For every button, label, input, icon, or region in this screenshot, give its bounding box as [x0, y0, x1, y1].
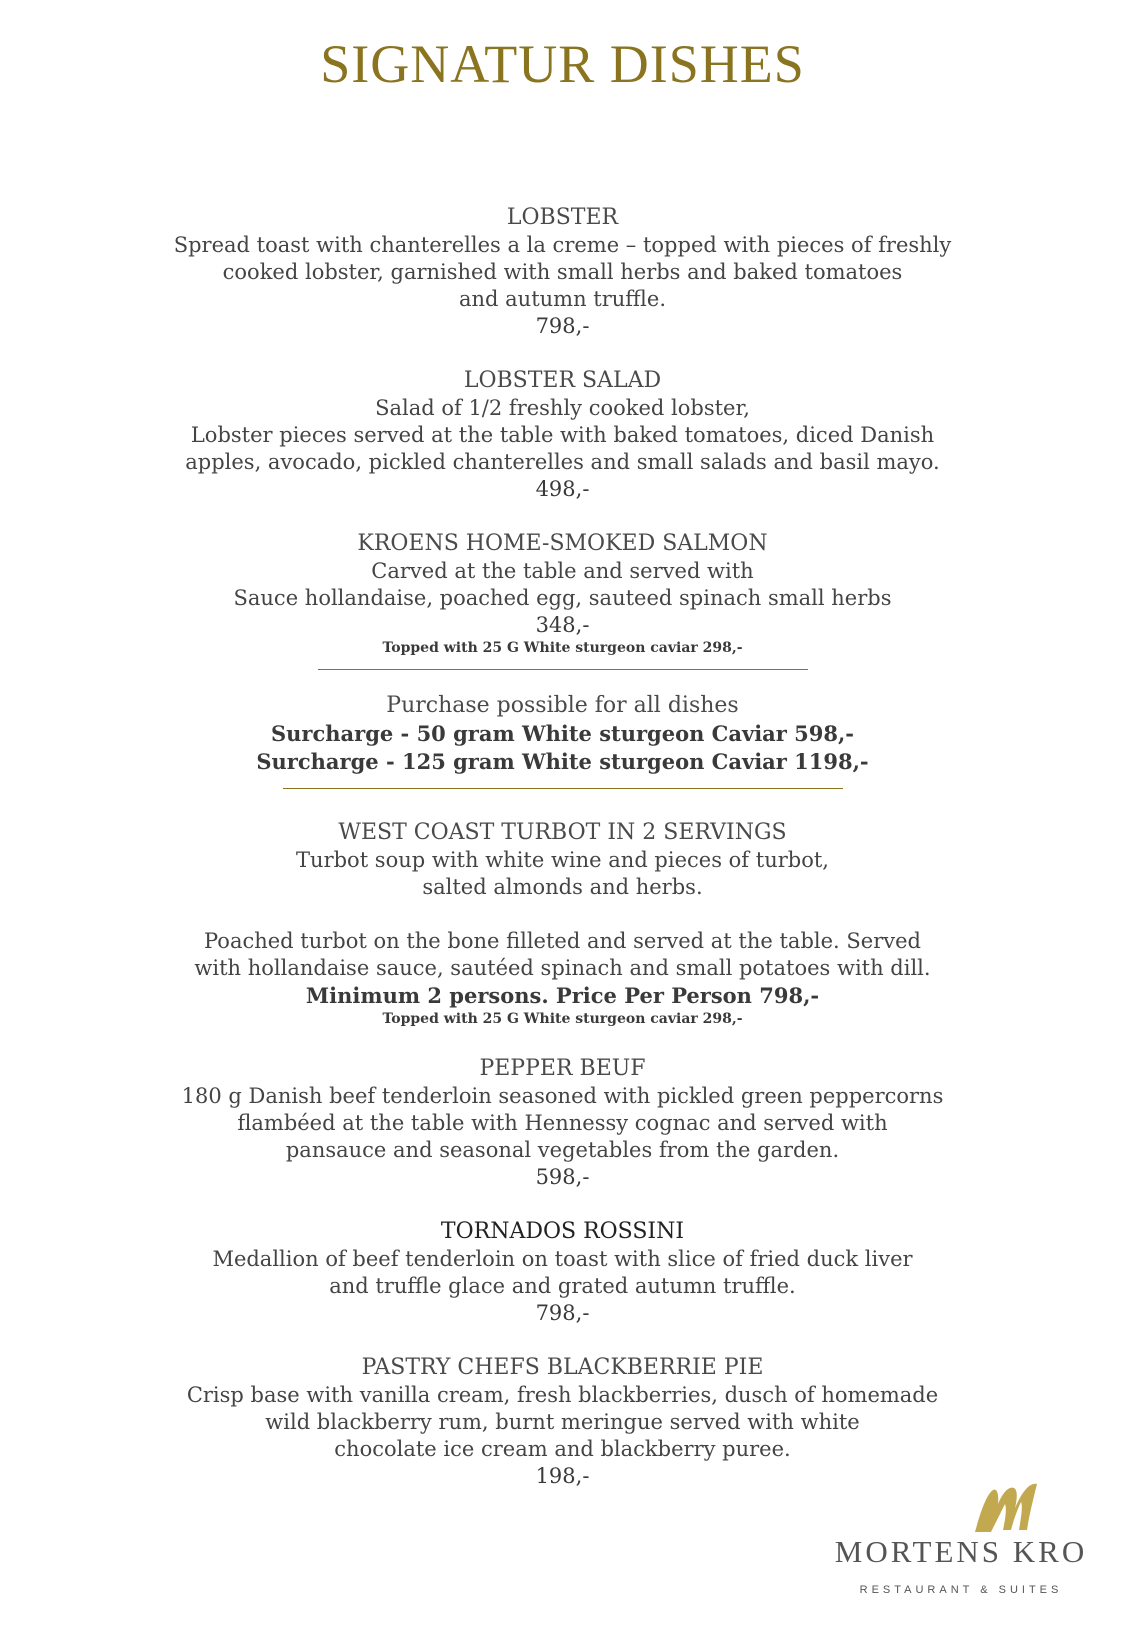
dish-lobster — [0, 204, 1125, 340]
dish-name: KROENS HOME-SMOKED SALMON — [357, 531, 768, 556]
dish-name: TORNADOS ROSSINI — [440, 1219, 685, 1244]
divider — [318, 669, 808, 670]
dish-blackberrie-pie — [0, 1354, 1125, 1490]
dish-price: 798,- — [535, 314, 590, 338]
dish-smoked-salmon — [0, 530, 1125, 657]
dish-price: 798,- — [535, 1301, 590, 1325]
dish-tornados-rossini — [0, 1218, 1125, 1327]
dish-name: PASTRY CHEFS BLACKBERRIE PIE — [361, 1355, 764, 1380]
dish-description: Spread toast with chanterelles a la creme – topped with pieces of freshly — [173, 233, 952, 257]
m-monogram-icon — [971, 1480, 1041, 1535]
dish-description: Poached turbot on the bone filleted and served at the table. Served — [204, 929, 921, 953]
dish-description: cooked lobster, garnished with small herbs and baked tomatoes — [222, 260, 903, 284]
dish-description: with hollandaise sauce, sautéed spinach and small potatoes with dill. — [194, 956, 931, 980]
dish-description: Turbot soup with white wine and pieces of turbot, — [296, 848, 829, 872]
dish-description: salted almonds and herbs. — [422, 875, 703, 899]
logo-subtitle: RESTAURANT & SUITES — [859, 1584, 1063, 1596]
dish-description: Crisp base with vanilla cream, fresh blackberries, dusch of homemade — [186, 1383, 939, 1407]
dish-name: LOBSTER SALAD — [463, 368, 662, 393]
menu-list — [0, 204, 1125, 1490]
dish-price: Minimum 2 persons. Price Per Person 798,- — [305, 983, 820, 1008]
dish-caviar-note: Topped with 25 G White sturgeon caviar 298,- — [382, 1011, 743, 1027]
dish-description: Sauce hollandaise, poached egg, sauteed spinach small herbs — [233, 586, 892, 610]
dish-description: Medallion of beef tenderloin on toast with slice of fried duck liver — [212, 1247, 913, 1271]
caviar-surcharge — [0, 692, 1125, 776]
dish-description: Salad of 1/2 freshly cooked lobster, — [375, 396, 750, 420]
dish-description: chocolate ice cream and blackberry puree. — [334, 1437, 791, 1461]
dish-description: Lobster pieces served at the table with baked tomatoes, diced Danish — [190, 423, 935, 447]
dish-description: Carved at the table and served with — [371, 559, 754, 583]
divider — [283, 788, 843, 789]
dish-description: 180 g Danish beef tenderloin seasoned with pickled green peppercorns — [181, 1084, 944, 1108]
dish-turbot — [0, 819, 1125, 1028]
dish-name: WEST COAST TURBOT IN 2 SERVINGS — [338, 820, 787, 845]
dish-price: 198,- — [535, 1464, 590, 1488]
dish-description: apples, avocado, pickled chanterelles and small salads and basil mayo. — [185, 450, 940, 474]
surcharge-heading: Purchase possible for all dishes — [386, 693, 739, 718]
dish-name: LOBSTER — [506, 205, 619, 230]
dish-pepper-beuf — [0, 1055, 1125, 1191]
dish-description: pansauce and seasonal vegetables from the garden. — [285, 1138, 840, 1162]
dish-description: flambéed at the table with Hennessy cognac and served with — [237, 1111, 888, 1135]
page-title: SIGNATUR DISHES — [320, 34, 805, 94]
dish-price: 348,- — [535, 613, 590, 637]
restaurant-logo — [826, 1480, 1096, 1610]
dish-name: PEPPER BEUF — [479, 1056, 646, 1081]
dish-caviar-note: Topped with 25 G White sturgeon caviar 298,- — [382, 640, 743, 656]
logo-name: MORTENS KRO — [834, 1534, 1088, 1569]
dish-description: wild blackberry rum, burnt meringue served with white — [265, 1410, 860, 1434]
dish-price: 598,- — [535, 1165, 590, 1189]
surcharge-line: Surcharge - 125 gram White sturgeon Caviar 1198,- — [256, 749, 869, 774]
surcharge-line: Surcharge - 50 gram White sturgeon Caviar 598,- — [270, 721, 855, 746]
dish-description: and autumn truffle. — [458, 287, 667, 311]
dish-description: and truffle glace and grated autumn truffle. — [329, 1274, 796, 1298]
dish-price: 498,- — [535, 477, 590, 501]
dish-lobster-salad — [0, 367, 1125, 503]
